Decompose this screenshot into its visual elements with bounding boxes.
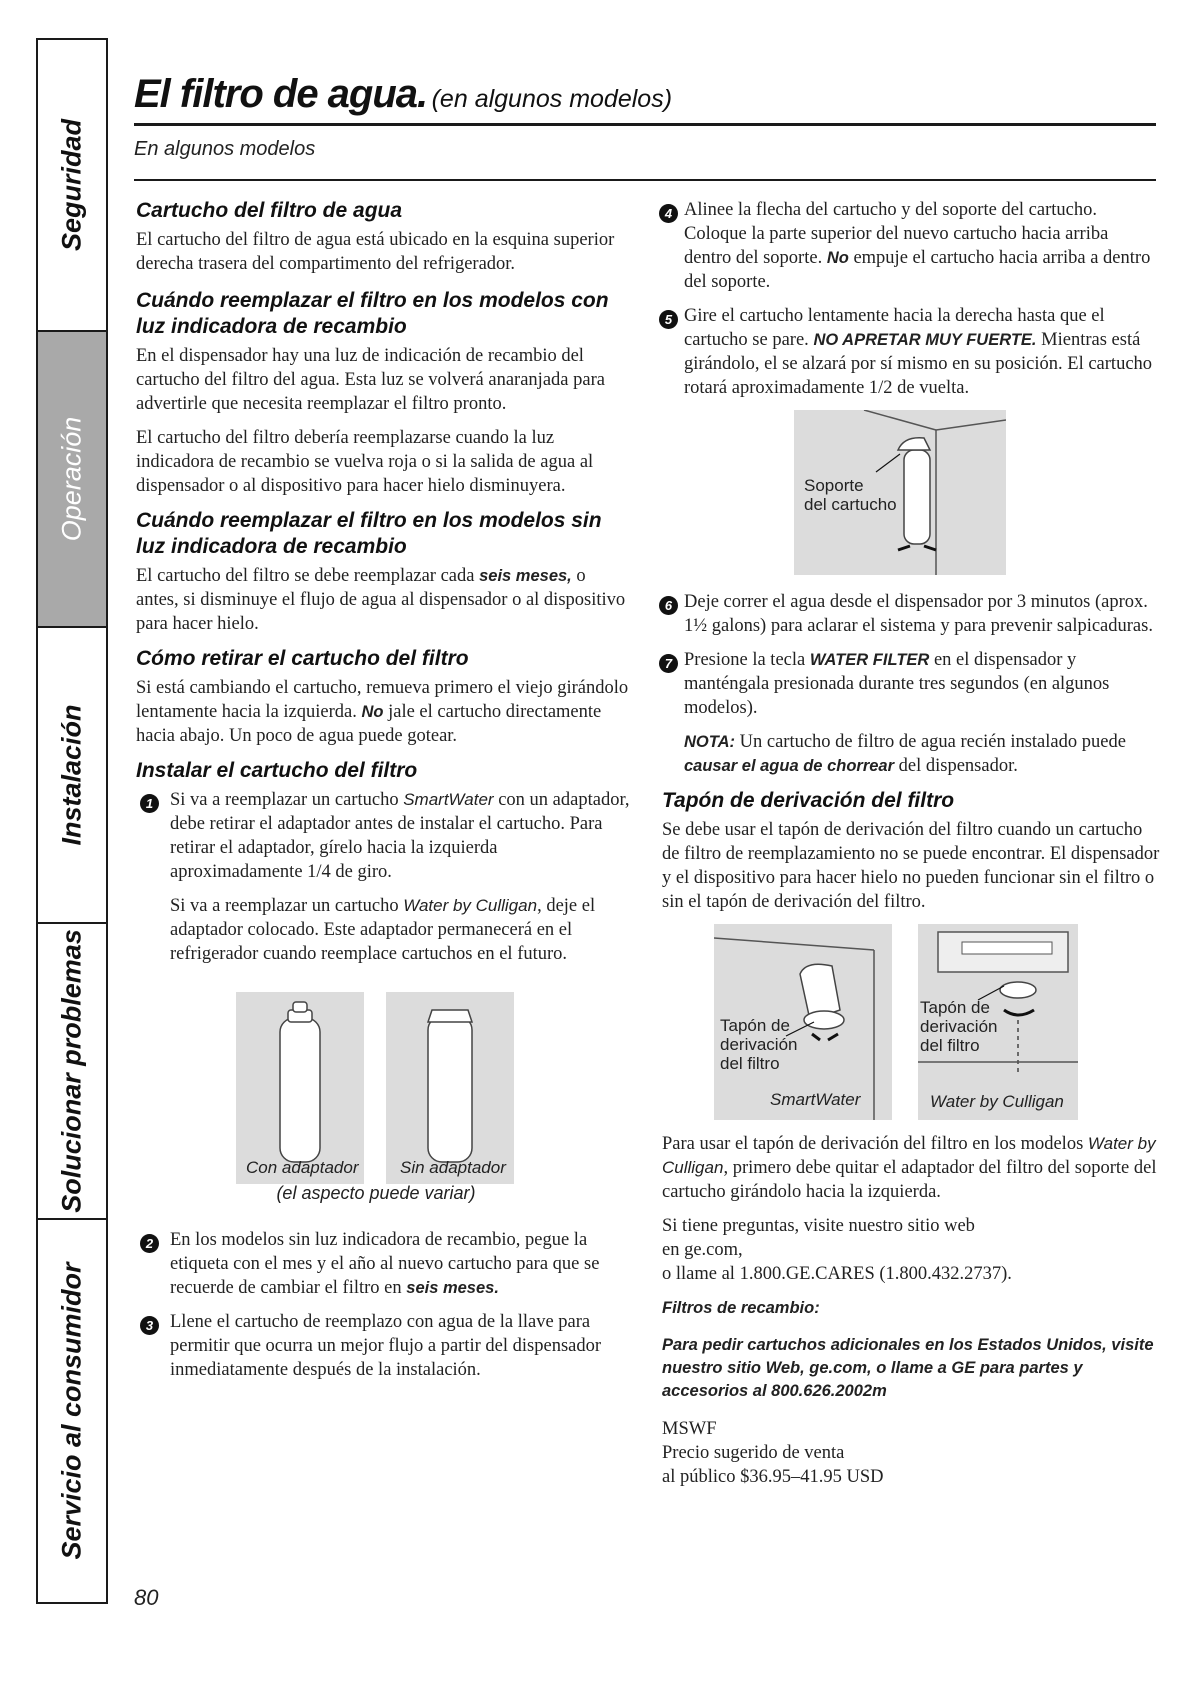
brand-name: Water by Culligan <box>662 1134 1156 1177</box>
replacement-filters-body: Para pedir cartuchos adicionales en los Estados Unidos, visite nuestro sitio Web, ge.com, o llame a GE para partes y accesorios al 800.626.2002m <box>662 1336 1154 1400</box>
paragraph: El cartucho del filtro debería reemplazarse cuando la luz indicadora de recambio se vuelva roja o si la salida de agua al dispensador o al dispositivo para hacer hielo disminuyera. <box>136 428 594 496</box>
cartridge-with-adapter-icon <box>236 992 364 1184</box>
section-heading: Cuándo reemplazar el filtro en los modelos sin luz indicadora de recambio <box>136 509 602 558</box>
title-main: El filtro de agua. <box>134 72 428 116</box>
paragraph: Deje correr el agua desde el dispensador por 3 minutos (aprox. 1½ galons) para aclarar el sistema y para prevenir salpicaduras. <box>684 592 1153 636</box>
bypass-culligan-figure <box>918 924 1078 1120</box>
figure-label: del filtro <box>720 1054 780 1073</box>
tab-operacion[interactable] <box>38 332 106 628</box>
cartridge-figures <box>136 976 631 1206</box>
tab-label: Servicio al consumidor <box>56 1262 87 1560</box>
side-tabs <box>36 38 108 1604</box>
phone-number: o llame al 1.800.GE.CARES (1.800.432.2737). <box>662 1264 1012 1284</box>
paragraph: Si está cambiando el cartucho, remueva primero el viejo girándolo lentamente hacia la izquierda. No jale el cartucho directamente hacia abajo. Un poco de agua puede gotear. <box>136 678 629 746</box>
emphasis: No <box>826 249 849 267</box>
price-value: al público $36.95–41.95 USD <box>662 1467 884 1487</box>
left-column <box>136 198 631 1392</box>
figure-label: derivación <box>920 1017 998 1036</box>
tab-instalacion[interactable] <box>38 628 106 924</box>
bypass-plug-figures <box>662 924 1160 1132</box>
page-number: 80 <box>134 1585 159 1610</box>
paragraph: Gire el cartucho lentamente hacia la derecha hasta que el cartucho se pare. NO APRETAR MUY FUERTE. Mientras está girándolo, el se alzará por sí mismo en su posición. El cartucho rotará aproximadamente 1/2 de vuelta. <box>684 306 1153 398</box>
step-number-icon: 3 <box>140 1316 159 1335</box>
paragraph: Si va a reemplazar un cartucho Water by Culligan, deje el adaptador colocado. Este adaptador permanecerá en el refrigerador cuando reemplace cartuchos en el futuro. <box>170 896 596 964</box>
section-heading: Instalar el cartucho del filtro <box>136 759 418 782</box>
step-number-icon: 4 <box>659 204 678 223</box>
section-heading: Cartucho del filtro de agua <box>136 199 403 222</box>
paragraph: Para usar el tapón de derivación del filtro en los modelos Water by Culligan, primero debe quitar el adaptador del filtro del soporte del cartucho girándolo hacia la izquierda. <box>662 1134 1157 1202</box>
figure-label: del filtro <box>920 1036 980 1055</box>
emphasis: seis meses. <box>406 1279 499 1297</box>
step-5 <box>662 304 1160 400</box>
step-7 <box>662 648 1160 778</box>
step-4 <box>662 198 1160 294</box>
figure-caption: SmartWater <box>770 1090 861 1109</box>
cartridge-holder-figure-wrap <box>662 410 1160 590</box>
figure-label: del cartucho <box>804 495 897 514</box>
tab-label: Operación <box>56 416 87 542</box>
figure-label: Soporte <box>804 476 864 495</box>
emphasis: WATER FILTER <box>809 651 930 669</box>
page-title <box>134 72 1156 126</box>
page-subtitle: En algunos modelos <box>134 138 1156 181</box>
paragraph: Presione la tecla WATER FILTER en el dispensador y manténgala presionada durante tres segundos (en algunos modelos). <box>684 650 1110 718</box>
paragraph: Alinee la flecha del cartucho y del soporte del cartucho. Coloque la parte superior del nuevo cartucho hacia arriba dentro del soporte. No empuje el cartucho hacia arriba a dentro del soporte. <box>684 200 1151 292</box>
cartridge-holder-figure <box>794 410 1006 575</box>
paragraph: En los modelos sin luz indicadora de recambio, pegue la etiqueta con el mes y el año al nuevo cartucho para que se recuerde de cambiar el filtro en seis meses. <box>170 1230 600 1298</box>
figure-label: Tapón de <box>920 998 990 1017</box>
paragraph: El cartucho del filtro de agua está ubicado en la esquina superior derecha trasera del compartimento del refrigerador. <box>136 230 615 274</box>
tab-servicio-al-consumidor[interactable] <box>38 1220 106 1602</box>
website-link[interactable]: en ge.com, <box>662 1240 743 1260</box>
paragraph: Se debe usar el tapón de derivación del filtro cuando un cartucho de filtro de reemplazamiento no se puede encontrar. El dispensador y el dispositivo para hacer hielo no pueden funcionar sin el filtro o sin el tapón de derivación del filtro. <box>662 820 1160 912</box>
emphasis: seis meses, <box>479 567 572 585</box>
figure-caption: (el aspecto puede variar) <box>276 1183 476 1203</box>
emphasis: No <box>361 703 384 721</box>
emphasis: causar el agua de chorrear <box>684 757 895 775</box>
step-number-icon: 7 <box>659 654 678 673</box>
paragraph: En el dispensador hay una luz de indicación de recambio del cartucho del filtro del agua. Esta luz se volverá anaranjada para advertirle que necesita reemplazar el filtro pronto. <box>136 346 605 414</box>
figure-label: Sin adaptador <box>400 1158 506 1177</box>
figure-caption: Water by Culligan <box>930 1092 1064 1111</box>
note: NOTA: Un cartucho de filtro de agua recién instalado puede causar el agua de chorrear del dispensador. <box>684 732 1126 776</box>
figure-label: derivación <box>720 1035 798 1054</box>
tab-label: Solucionar problemas <box>56 929 87 1213</box>
title-note: (en algunos modelos) <box>431 85 673 113</box>
brand-name: SmartWater <box>403 790 494 809</box>
brand-name: Water by Culligan <box>403 896 538 915</box>
section-heading: Cómo retirar el cartucho del filtro <box>136 647 469 670</box>
replacement-filters-title: Filtros de recambio: <box>662 1299 820 1317</box>
right-column <box>662 198 1160 1499</box>
cartridge-without-adapter-figure <box>386 992 514 1184</box>
section-heading: Cuándo reemplazar el filtro en los modelos con luz indicadora de recambio <box>136 289 609 338</box>
cartridge-with-adapter-figure <box>236 992 364 1184</box>
note-label: NOTA: <box>684 733 736 751</box>
paragraph: El cartucho del filtro se debe reemplazar cada seis meses, o antes, si disminuye el flujo de agua al dispensador o al dispositivo para hacer hielo. <box>136 566 626 634</box>
step-number-icon: 6 <box>659 596 678 615</box>
cartridge-without-adapter-icon <box>386 992 514 1184</box>
tab-seguridad[interactable] <box>38 40 106 332</box>
step-number-icon: 1 <box>140 794 159 813</box>
step-3 <box>136 1310 631 1382</box>
model-number: MSWF <box>662 1419 717 1439</box>
step-1 <box>136 788 631 966</box>
paragraph: Llene el cartucho de reemplazo con agua de la llave para permitir que ocurra un mejor flujo a partir del dispensador inmediatamente después de la instalación. <box>170 1312 602 1380</box>
step-6 <box>662 590 1160 638</box>
price-info: MSWF Precio sugerido de venta al público $36.95–41.95 USD <box>662 1419 884 1487</box>
bypass-smartwater-figure <box>714 924 892 1120</box>
tab-label: Instalación <box>56 704 87 846</box>
figure-label: Tapón de <box>720 1016 790 1035</box>
contact-info: Si tiene preguntas, visite nuestro sitio web en ge.com, o llame al 1.800.GE.CARES (1.800.432.2737). <box>662 1216 1012 1284</box>
section-heading: Tapón de derivación del filtro <box>662 789 955 812</box>
figure-label: Con adaptador <box>246 1158 359 1177</box>
paragraph: Si va a reemplazar un cartucho SmartWater con un adaptador, debe retirar el adaptador antes de instalar el cartucho. Para retirar el adaptador, gírelo hacia la izquierda aproximadamente 1/4 de giro. <box>170 790 630 882</box>
tab-solucionar-problemas[interactable] <box>38 924 106 1220</box>
step-2 <box>136 1228 631 1300</box>
tab-label: Seguridad <box>56 118 87 252</box>
step-number-icon: 5 <box>659 310 678 329</box>
step-number-icon: 2 <box>140 1234 159 1253</box>
emphasis: NO APRETAR MUY FUERTE. <box>813 331 1037 349</box>
